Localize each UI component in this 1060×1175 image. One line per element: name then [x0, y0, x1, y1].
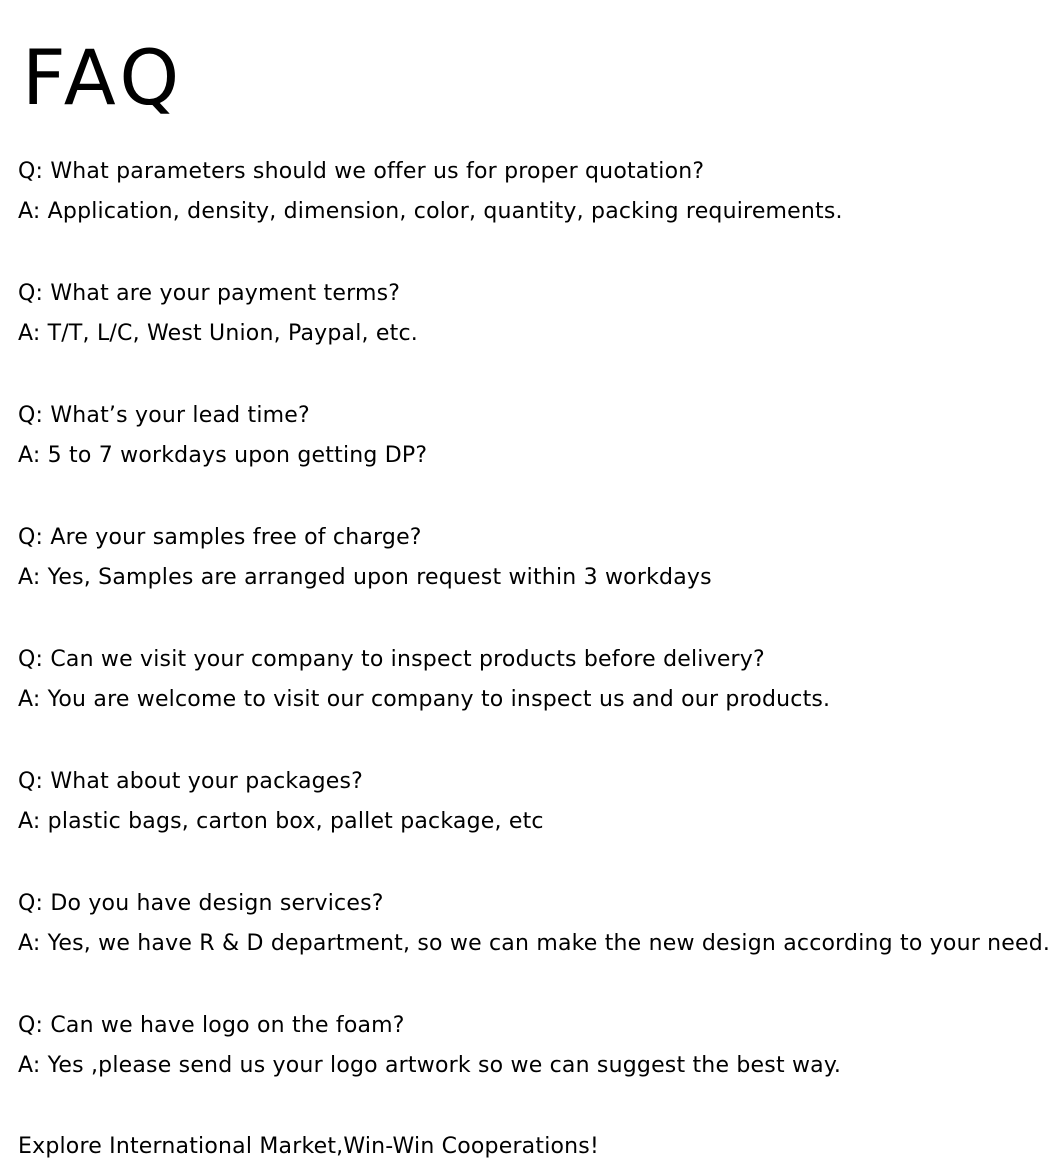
faq-question: Q: Can we have logo on the foam? — [18, 1013, 405, 1038]
faq-answer: A: Yes, Samples are arranged upon request within 3 workdays — [18, 565, 712, 590]
faq-question: Q: Do you have design services? — [18, 891, 384, 916]
faq-item — [18, 640, 1048, 762]
faq-answer: A: Yes, we have R & D department, so we can make the new design according to your need. — [18, 931, 1051, 956]
faq-item — [18, 518, 1048, 640]
faq-question: Q: What parameters should we offer us for proper quotation? — [18, 159, 705, 184]
faq-list — [18, 152, 1051, 1128]
faq-answer: A: plastic bags, carton box, pallet package, etc — [18, 809, 544, 834]
faq-question: Q: What’s your lead time? — [18, 403, 310, 428]
faq-question: Q: Are your samples free of charge? — [18, 525, 422, 550]
faq-answer: A: Yes ,please send us your logo artwork so we can suggest the best way. — [18, 1053, 842, 1078]
faq-question: Q: What are your payment terms? — [18, 281, 401, 306]
faq-item — [18, 884, 1051, 1006]
faq-question: Q: What about your packages? — [18, 769, 364, 794]
faq-item — [18, 1006, 1048, 1128]
faq-question: Q: Can we visit your company to inspect products before delivery? — [18, 647, 765, 672]
page-title: FAQ — [22, 33, 185, 122]
faq-item — [18, 762, 1048, 884]
faq-answer: A: 5 to 7 workdays upon getting DP? — [18, 443, 428, 468]
closing-slogan: Explore International Market,Win-Win Cooperations! — [18, 1134, 599, 1159]
faq-item — [18, 274, 1048, 396]
faq-answer: A: You are welcome to visit our company to inspect us and our products. — [18, 687, 831, 712]
faq-item — [18, 396, 1048, 518]
faq-item — [18, 152, 1048, 274]
faq-answer: A: Application, density, dimension, color, quantity, packing requirements. — [18, 199, 843, 224]
faq-answer: A: T/T, L/C, West Union, Paypal, etc. — [18, 321, 418, 346]
